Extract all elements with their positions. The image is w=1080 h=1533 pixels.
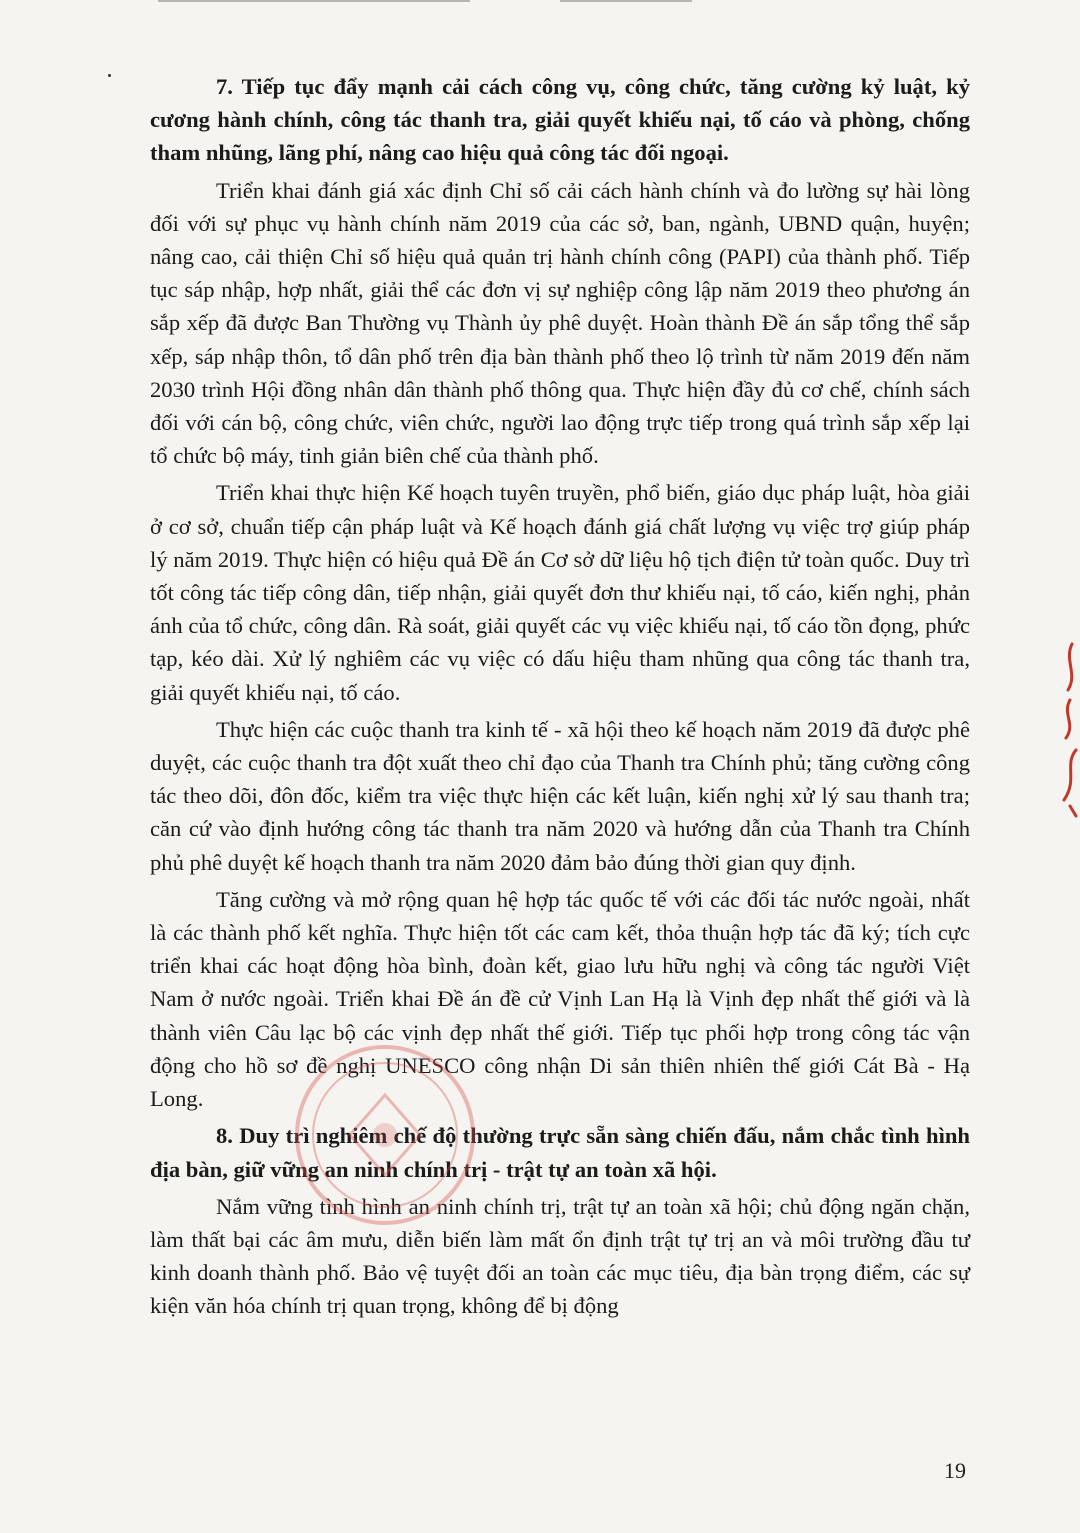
paragraph: Triển khai thực hiện Kế hoạch tuyên truyền, phổ biến, giáo dục pháp luật, hòa giải ở cơ sở, chuẩn tiếp cận pháp luật và Kế hoạch đánh giá chất lượng vụ việc trợ giúp pháp lý năm 2019. Thực hiện có hiệu quả Đề án Cơ sở dữ liệu hộ tịch điện tử toàn quốc. Duy trì tốt công tác tiếp công dân, tiếp nhận, giải quyết đơn thư khiếu nại, tố cáo, kiến nghị, phản ánh của tổ chức, công dân. Rà soát, giải quyết các vụ việc khiếu nại, tố cáo tồn đọng, phức tạp, kéo dài. Xử lý nghiêm các vụ việc có dấu hiệu tham nhũng qua công tác thanh tra, giải quyết khiếu nại, tố cáo. <box>150 480 970 705</box>
top-rule-left <box>158 0 470 2</box>
section-heading-7: 7. Tiếp tục đẩy mạnh cải cách công vụ, công chức, tăng cường kỷ luật, kỷ cương hành chính, công tác thanh tra, giải quyết khiếu nại, tố cáo và phòng, chống tham nhũng, lãng phí, nâng cao hiệu quả công tác đối ngoại. <box>150 74 970 166</box>
page-number: 19 <box>944 1458 966 1483</box>
paragraph: Thực hiện các cuộc thanh tra kinh tế - xã hội theo kế hoạch năm 2019 đã được phê duyệt, các cuộc thanh tra đột xuất theo chỉ đạo của Thanh tra Chính phủ; tăng cường công tác theo dõi, đôn đốc, kiểm tra việc thực hiện các kết luận, kiến nghị xử lý sau thanh tra; căn cứ vào định hướng công tác thanh tra năm 2020 và hướng dẫn của Thanh tra Chính phủ phê duyệt kế hoạch thanh tra năm 2020 đảm bảo đúng thời gian quy định. <box>150 716 970 875</box>
top-rule-right <box>560 0 692 2</box>
paragraph: Tăng cường và mở rộng quan hệ hợp tác quốc tế với các đối tác nước ngoài, nhất là các thành phố kết nghĩa. Thực hiện tốt các cam kết, thỏa thuận hợp tác đã ký; tích cực triển khai các hoạt động hòa bình, đoàn kết, giao lưu hữu nghị và công tác người Việt Nam ở nước ngoài. Triển khai Đề án đề cử Vịnh Lan Hạ là Vịnh đẹp nhất thế giới và là thành viên Câu lạc bộ các vịnh đẹp nhất thế giới. Tiếp tục phối hợp trong công tác vận động cho hồ sơ đề nghị UNESCO công nhận Di sản thiên nhiên thế giới Cát Bà - Hạ Long. <box>150 886 970 1112</box>
margin-signature-mark <box>1058 640 1080 820</box>
document-page <box>150 70 970 1323</box>
section-heading-8: 8. Duy trì nghiêm chế độ thường trực sẵn sàng chiến đấu, nắm chắc tình hình địa bàn, giữ vững an ninh chính trị - trật tự an toàn xã hội. <box>150 1123 970 1182</box>
paragraph: Triển khai đánh giá xác định Chỉ số cải cách hành chính và đo lường sự hài lòng đối với sự phục vụ hành chính năm 2019 của các sở, ban, ngành, UBND quận, huyện; nâng cao, cải thiện Chỉ số hiệu quả quản trị hành chính công (PAPI) của thành phố. Tiếp tục sáp nhập, hợp nhất, giải thể các đơn vị sự nghiệp công lập năm 2019 theo phương án sắp xếp đã được Ban Thường vụ Thành ủy phê duyệt. Hoàn thành Đề án sắp tổng thể sắp xếp, sáp nhập thôn, tổ dân phố trên địa bàn thành phố theo lộ trình từ năm 2019 đến năm 2030 trình Hội đồng nhân dân thành phố thông qua. Thực hiện đầy đủ cơ chế, chính sách đối với cán bộ, công chức, viên chức, người lao động trực tiếp trong quá trình sắp xếp lại tổ chức bộ máy, tinh giản biên chế của thành phố. <box>150 177 970 469</box>
margin-dot <box>108 74 111 77</box>
paragraph: Nắm vững tình hình an ninh chính trị, trật tự an toàn xã hội; chủ động ngăn chặn, làm thất bại các âm mưu, diễn biến làm mất ổn định trật tự trị an và môi trường đầu tư kinh doanh thành phố. Bảo vệ tuyệt đối an toàn các mục tiêu, địa bàn trọng điểm, các sự kiện văn hóa chính trị quan trọng, không để bị động <box>150 1193 970 1319</box>
